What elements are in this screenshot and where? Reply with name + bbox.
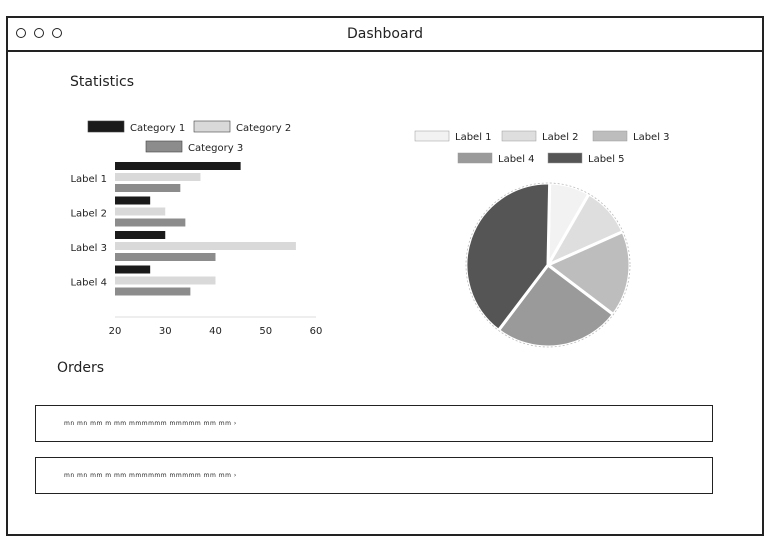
legend-swatch-2 — [194, 121, 230, 132]
x-tick-5: 60 — [309, 326, 323, 337]
category-label-2: Label 2 — [70, 208, 107, 220]
category-label-3: Label 3 — [70, 243, 107, 254]
x-tick-3: 40 — [209, 326, 222, 337]
order-row-text: mn mn mm m mm mmmmmm mmmmm mm mm › — [64, 472, 237, 479]
order-row-text: mn mn mm m mm mmmmmm mmmmm mm mm › — [64, 420, 237, 427]
bar-4-2 — [115, 277, 216, 285]
app-window — [6, 16, 764, 536]
bar-3-3 — [115, 253, 216, 261]
legend-label-2: Category 2 — [236, 123, 292, 134]
bar-4-1 — [115, 266, 150, 274]
pie-legend-label-1: Label 1 — [455, 132, 492, 143]
bar-1-1 — [115, 162, 241, 170]
pie-legend-swatch-4 — [458, 153, 492, 163]
legend-swatch-1 — [88, 121, 124, 132]
title-bar — [8, 18, 762, 52]
bar-4-3 — [115, 288, 190, 296]
category-label-4: Label 4 — [70, 277, 107, 289]
statistics-title: Statistics — [70, 74, 134, 90]
pie-legend-swatch-3 — [593, 131, 627, 141]
legend-label-3: Category 3 — [188, 143, 244, 154]
order-row-2[interactable] — [35, 457, 713, 494]
window-title: Dashboard — [347, 26, 423, 42]
x-tick-2: 30 — [158, 326, 172, 337]
x-tick-4: 50 — [259, 326, 273, 337]
pie-legend-swatch-1 — [415, 131, 449, 141]
legend-swatch-3 — [146, 141, 182, 152]
pie-legend-swatch-2 — [502, 131, 536, 141]
bar-3-1 — [115, 231, 165, 239]
category-label-1: Label 1 — [70, 174, 107, 185]
bar-2-3 — [115, 219, 185, 227]
pie-chart — [403, 123, 670, 348]
bar-3-2 — [115, 242, 296, 250]
x-tick-1: 20 — [108, 326, 122, 337]
pie-legend-label-2: Label 2 — [542, 132, 579, 143]
orders-title: Orders — [57, 360, 105, 376]
bar-1-3 — [115, 184, 180, 192]
pie-legend-label-4: Label 4 — [498, 154, 535, 165]
bar-2-1 — [115, 197, 150, 205]
bar-chart — [58, 113, 348, 337]
legend-label-1: Category 1 — [130, 123, 186, 134]
pie-legend-label-3: Label 3 — [633, 132, 670, 143]
pie-legend-swatch-5 — [548, 153, 582, 163]
bar-1-2 — [115, 173, 200, 181]
pie-legend-label-5: Label 5 — [588, 154, 625, 165]
bar-2-2 — [115, 208, 165, 216]
order-row-1[interactable] — [35, 405, 713, 442]
